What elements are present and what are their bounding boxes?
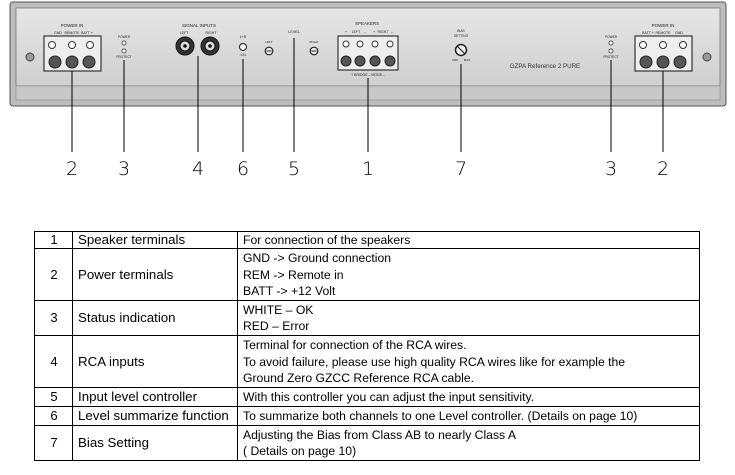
row-number: 4 xyxy=(35,336,73,388)
svg-text:–: – xyxy=(364,30,366,34)
svg-text:L+R: L+R xyxy=(239,35,247,39)
svg-text:⇒ΣL: ⇒ΣL xyxy=(239,53,247,57)
level-knob-left[interactable] xyxy=(265,47,273,55)
svg-text:MAX: MAX xyxy=(463,58,471,62)
description-line: Ground Zero GZCC Reference RCA cable. xyxy=(243,371,474,386)
svg-text:MIN: MIN xyxy=(452,58,458,62)
feature-table xyxy=(34,231,700,461)
callout-number: 4 xyxy=(191,158,205,180)
rca-input-left[interactable] xyxy=(176,37,194,55)
svg-text:BIAS: BIAS xyxy=(457,29,465,33)
callout-number: 1 xyxy=(361,158,375,180)
svg-text:RIGHT: RIGHT xyxy=(205,31,217,35)
power-in-left-label: POWER IN xyxy=(60,23,84,28)
description-line: RED – Error xyxy=(243,319,310,334)
row-number: 5 xyxy=(35,388,73,407)
bridge-mode-label: + BRIDGE – MODE – xyxy=(351,73,385,77)
svg-text:LEFT: LEFT xyxy=(265,40,273,44)
svg-text:–: – xyxy=(391,30,393,34)
feature-description xyxy=(238,407,700,426)
description-line: WHITE – OK xyxy=(243,303,314,317)
row-number: 3 xyxy=(35,301,73,336)
table-row xyxy=(35,301,700,336)
svg-text:RIGHT: RIGHT xyxy=(309,40,319,44)
svg-text:REMOTE: REMOTE xyxy=(655,31,671,35)
description-line: Terminal for connection of the RCA wires. xyxy=(243,338,467,353)
power-terminal-left[interactable] xyxy=(44,36,101,71)
table-row xyxy=(35,388,700,407)
table-row xyxy=(35,426,700,461)
svg-text:GND: GND xyxy=(54,31,62,35)
rca-input-right[interactable] xyxy=(201,37,219,55)
feature-description xyxy=(238,301,700,336)
table-row xyxy=(35,336,700,388)
svg-text:+: + xyxy=(372,30,376,34)
row-number: 6 xyxy=(35,407,73,426)
table-row xyxy=(35,407,700,426)
svg-text:RIGHT: RIGHT xyxy=(377,30,389,34)
feature-name: Speaker terminals xyxy=(73,232,238,249)
callout-number: 7 xyxy=(454,158,468,180)
status-led-left-power xyxy=(122,41,126,45)
table-row xyxy=(35,232,700,249)
status-led-right-power xyxy=(609,41,613,45)
feature-name: Power terminals xyxy=(73,249,238,301)
svg-text:LEFT: LEFT xyxy=(351,30,361,34)
description-line: With this controller you can adjust the input sensitivity. xyxy=(243,390,535,405)
svg-text:PROTECT: PROTECT xyxy=(116,55,132,59)
row-number: 7 xyxy=(35,426,73,461)
callout-number: 2 xyxy=(65,158,79,180)
svg-text:BATT +: BATT + xyxy=(81,31,93,35)
level-summarize-switch[interactable] xyxy=(240,44,247,51)
power-in-right-label: POWER IN xyxy=(651,23,675,28)
callout-number: 3 xyxy=(117,158,131,180)
description-line: To avoid failure, please use high quality RCA wires like for example the xyxy=(243,354,626,369)
description-line: To summarize both channels to one Level controller. (Details on page 10) xyxy=(243,409,638,424)
feature-name: Level summarize function xyxy=(73,407,238,426)
svg-text:PROTECT: PROTECT xyxy=(603,55,619,59)
feature-name: Status indication xyxy=(73,301,238,336)
svg-text:POWER: POWER xyxy=(604,35,618,39)
feature-name: Input level controller xyxy=(73,388,238,407)
svg-text:+: + xyxy=(344,30,348,34)
table-row xyxy=(35,249,700,301)
speaker-terminal-block[interactable] xyxy=(338,36,398,70)
row-number: 2 xyxy=(35,249,73,301)
level-label: LEVEL xyxy=(288,30,300,34)
bias-setting-knob[interactable] xyxy=(456,45,467,56)
status-led-right-protect xyxy=(609,49,613,53)
svg-text:BATT +: BATT + xyxy=(642,31,654,35)
feature-description xyxy=(238,232,700,249)
description-line: GND -> Ground connection xyxy=(243,251,392,266)
feature-description xyxy=(238,249,700,301)
model-name: GZPA Reference 2 PURE xyxy=(509,63,581,70)
screw-icon xyxy=(26,53,34,61)
feature-name: RCA inputs xyxy=(73,336,238,388)
callout-number: 6 xyxy=(236,158,250,180)
svg-text:GND: GND xyxy=(675,31,683,35)
description-line: BATT -> +12 Volt xyxy=(243,284,336,299)
description-line: Adjusting the Bias from Class AB to nearly Class A xyxy=(243,428,516,442)
screw-icon xyxy=(703,53,711,61)
svg-text:LEFT: LEFT xyxy=(179,31,189,35)
feature-description xyxy=(238,388,700,407)
feature-description xyxy=(238,336,700,388)
feature-description xyxy=(238,426,700,461)
callout-number: 5 xyxy=(287,158,301,180)
svg-text:POWER: POWER xyxy=(117,35,131,39)
callout-number: 3 xyxy=(604,158,618,180)
status-led-left-protect xyxy=(122,49,126,53)
level-knob-right[interactable] xyxy=(310,47,318,55)
description-line: REM -> Remote in xyxy=(243,267,344,282)
description-line: For connection of the speakers xyxy=(243,233,411,247)
svg-text:REMOTE: REMOTE xyxy=(64,31,80,35)
signal-inputs-label: SIGNAL INPUTS xyxy=(181,23,217,28)
callout-number: 2 xyxy=(656,158,670,180)
feature-name: Bias Setting xyxy=(73,426,238,461)
power-terminal-right[interactable] xyxy=(635,36,692,71)
description-line: ( Details on page 10) xyxy=(243,444,357,459)
svg-text:SETTING: SETTING xyxy=(453,34,469,38)
row-number: 1 xyxy=(35,232,73,249)
speakers-label: SPEAKERS xyxy=(354,21,380,26)
